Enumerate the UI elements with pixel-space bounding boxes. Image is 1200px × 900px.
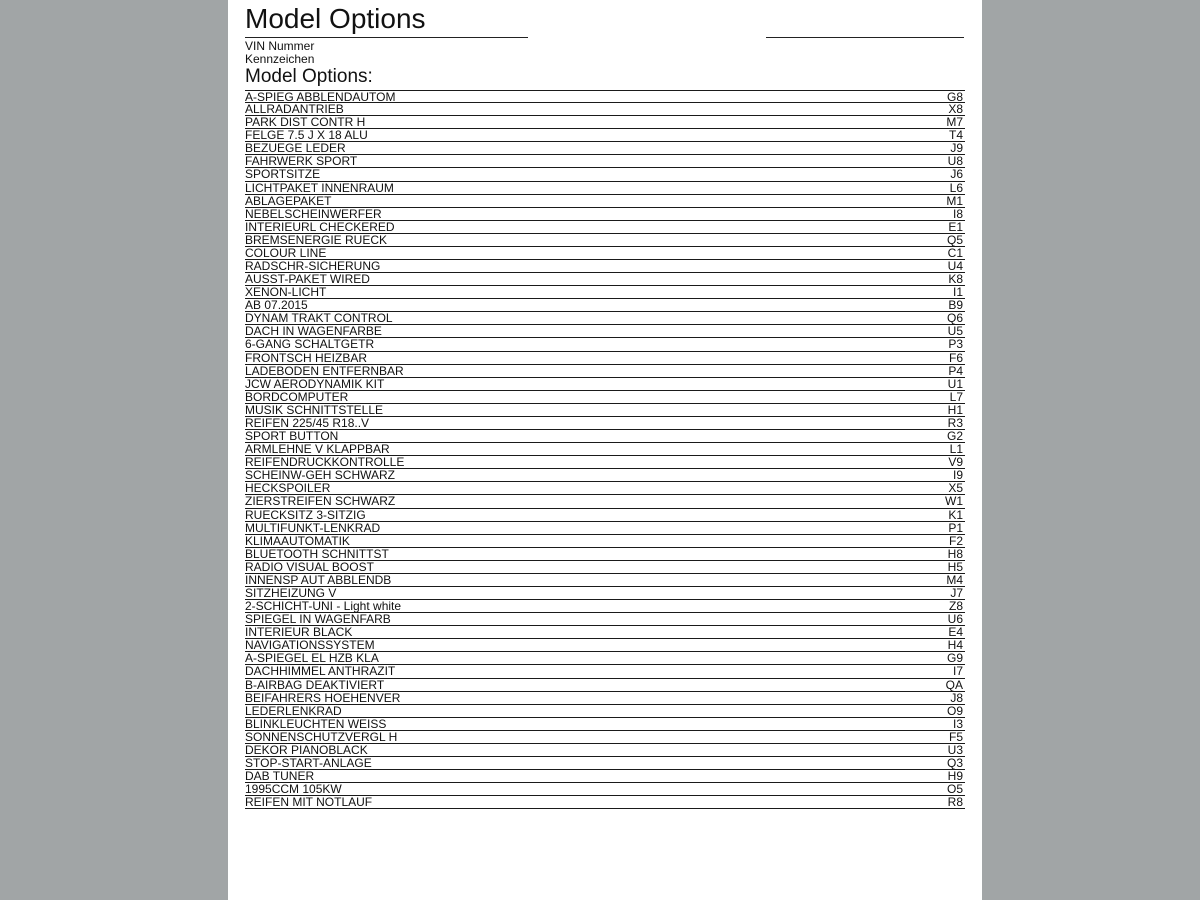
option-name: INTERIEUR BLACK [245,625,353,640]
option-name: RUECKSITZ 3-SITZIG [245,507,366,522]
option-name: KLIMAAUTOMATIK [245,533,350,548]
option-row [245,731,965,744]
option-name: LICHTPAKET INNENRAUM [245,180,394,195]
option-row [245,404,965,417]
option-row [245,718,965,731]
option-name: LEDERLENKRAD [245,703,342,718]
option-row [245,155,965,168]
option-row [245,574,965,587]
option-name: DAB TUNER [245,769,315,784]
option-name: SITZHEIZUNG V [245,585,337,600]
vin-label: VIN Nummer [245,39,315,53]
option-name: HECKSPOILER [245,481,331,496]
option-row [245,561,965,574]
option-code: K8 [948,272,963,287]
option-row [245,221,965,234]
option-row [245,548,965,561]
option-code: Q3 [946,755,963,770]
option-name: ZIERSTREIFEN SCHWARZ [245,494,396,509]
option-code: Q6 [946,311,963,326]
option-row [245,391,965,404]
option-code: O9 [946,703,963,718]
option-code: R3 [947,415,963,430]
option-code: V9 [948,455,963,470]
option-code: F2 [948,533,963,548]
option-row [245,613,965,626]
option-code: W1 [945,494,963,509]
option-code: I8 [952,206,963,221]
option-name: DEKOR PIANOBLACK [245,742,368,757]
option-code: M1 [946,193,963,208]
option-row [245,679,965,692]
option-code: Z8 [948,599,963,614]
option-code: P3 [948,337,963,352]
option-code: H1 [947,402,963,417]
option-code: U6 [947,612,963,627]
option-row [245,273,965,286]
option-row [245,365,965,378]
option-row [245,90,965,103]
option-name: SPIEGEL IN WAGENFARB [245,612,391,627]
option-code: U5 [947,324,963,339]
option-row [245,796,965,809]
option-name: DACHHIMMEL ANTHRAZIT [245,664,396,679]
option-code: L7 [949,389,963,404]
option-code: F5 [948,729,963,744]
option-name: 6-GANG SCHALTGETR [245,337,375,352]
option-row [245,757,965,770]
option-code: J7 [950,585,963,600]
option-code: J9 [950,141,963,156]
option-name: MULTIFUNKT-LENKRAD [245,520,381,535]
option-name: PARK DIST CONTR H [245,115,366,130]
option-name: JCW AERODYNAMIK KIT [245,376,385,391]
plate-label: Kennzeichen [245,52,315,66]
title-underline [245,37,528,38]
option-name: 1995CCM 105KW [245,782,342,797]
option-row [245,352,965,365]
option-name: BEIFAHRERS HOEHENVER [245,690,401,705]
option-name: BREMSENERGIE RUECK [245,232,388,247]
option-name: INNENSP AUT ABBLENDB [245,572,392,587]
option-code: U1 [947,376,963,391]
option-code: E4 [948,625,963,640]
option-code: I9 [952,468,963,483]
option-code: H9 [947,769,963,784]
options-list [245,90,965,809]
option-name: BLINKLEUCHTEN WEISS [245,716,387,731]
option-row [245,129,965,142]
option-row [245,495,965,508]
option-row [245,168,965,181]
option-row [245,286,965,299]
option-name: A-SPIEG ABBLENDAUTOM [245,90,396,104]
option-name: DYNAM TRAKT CONTROL [245,311,393,326]
option-name: STOP-START-ANLAGE [245,755,372,770]
option-name: FAHRWERK SPORT [245,154,358,169]
option-name: ABLAGEPAKET [245,193,332,208]
option-code: X5 [948,481,963,496]
option-name: MUSIK SCHNITTSTELLE [245,402,384,417]
option-code: F6 [948,350,963,365]
option-row [245,665,965,678]
option-code: U4 [947,259,963,274]
option-code: L1 [949,442,963,457]
option-code: G9 [946,651,963,666]
option-name: COLOUR LINE [245,245,327,260]
option-name: RADIO VISUAL BOOST [245,559,374,574]
option-name: REIFEN 225/45 R18..V [245,415,370,430]
option-name: BLUETOOTH SCHNITTST [245,546,389,561]
option-code: C1 [947,245,963,260]
option-name: REIFENDRUCKKONTROLLE [245,455,405,470]
option-code: E1 [948,219,963,234]
option-code: J8 [950,690,963,705]
option-code: B9 [948,298,963,313]
option-code: M4 [946,572,963,587]
option-code: U3 [947,742,963,757]
option-code: M7 [946,115,963,130]
option-row [245,338,965,351]
option-name: XENON-LICHT [245,285,327,300]
option-code: L6 [949,180,963,195]
option-name: LADEBODEN ENTFERNBAR [245,363,404,378]
option-name: FELGE 7.5 J X 18 ALU [245,128,368,143]
option-name: SCHEINW-GEH SCHWARZ [245,468,395,483]
option-row [245,509,965,522]
document-title: Model Options [245,3,426,34]
option-name: NEBELSCHEINWERFER [245,206,382,221]
option-code: P4 [948,363,963,378]
option-name: 2-SCHICHT-UNI - Light white [245,599,402,614]
option-row [245,195,965,208]
signature-line [766,37,964,38]
option-row [245,522,965,535]
option-name: SPORT BUTTON [245,429,339,444]
option-name: ARMLEHNE V KLAPPBAR [245,442,390,457]
option-row [245,182,965,195]
option-name: AUSST-PAKET WIRED [245,272,370,287]
option-name: AB 07.2015 [245,298,308,313]
option-code: O5 [946,782,963,797]
option-name: FRONTSCH HEIZBAR [245,350,368,365]
option-code: U8 [947,154,963,169]
option-row [245,208,965,221]
option-name: INTERIEURL CHECKERED [245,219,395,234]
option-code: X8 [948,102,963,117]
option-code: P1 [948,520,963,535]
option-code: H4 [947,638,963,653]
option-code: T4 [948,128,963,143]
option-code: K1 [948,507,963,522]
option-name: B-AIRBAG DEAKTIVIERT [245,677,385,692]
option-code: I1 [952,285,963,300]
option-code: H5 [947,559,963,574]
option-name: BORDCOMPUTER [245,389,349,404]
option-code: QA [945,677,963,692]
option-row [245,770,965,783]
option-name: ALLRADANTRIEB [245,102,344,117]
option-code: G2 [946,429,963,444]
option-name: BEZUEGE LEDER [245,141,346,156]
option-name: RADSCHR-SICHERUNG [245,259,381,274]
option-code: H8 [947,546,963,561]
option-name: SONNENSCHUTZVERGL H [245,729,398,744]
option-name: A-SPIEGEL EL HZB KLA [245,651,379,666]
option-row [245,417,965,430]
option-name: REIFEN MIT NOTLAUF [245,795,373,810]
option-code: I3 [952,716,963,731]
option-name: DACH IN WAGENFARBE [245,324,382,339]
option-row [245,234,965,247]
option-code: J6 [950,167,963,182]
option-row [245,705,965,718]
option-code: Q5 [946,232,963,247]
option-code: R8 [947,795,963,810]
option-row [245,692,965,705]
section-heading: Model Options: [245,66,373,87]
option-row [245,469,965,482]
option-row [245,535,965,548]
option-code: G8 [946,90,963,104]
option-row [245,378,965,391]
option-name: NAVIGATIONSSYSTEM [245,638,375,653]
option-code: I7 [952,664,963,679]
option-name: SPORTSITZE [245,167,321,182]
document-page [228,0,982,900]
